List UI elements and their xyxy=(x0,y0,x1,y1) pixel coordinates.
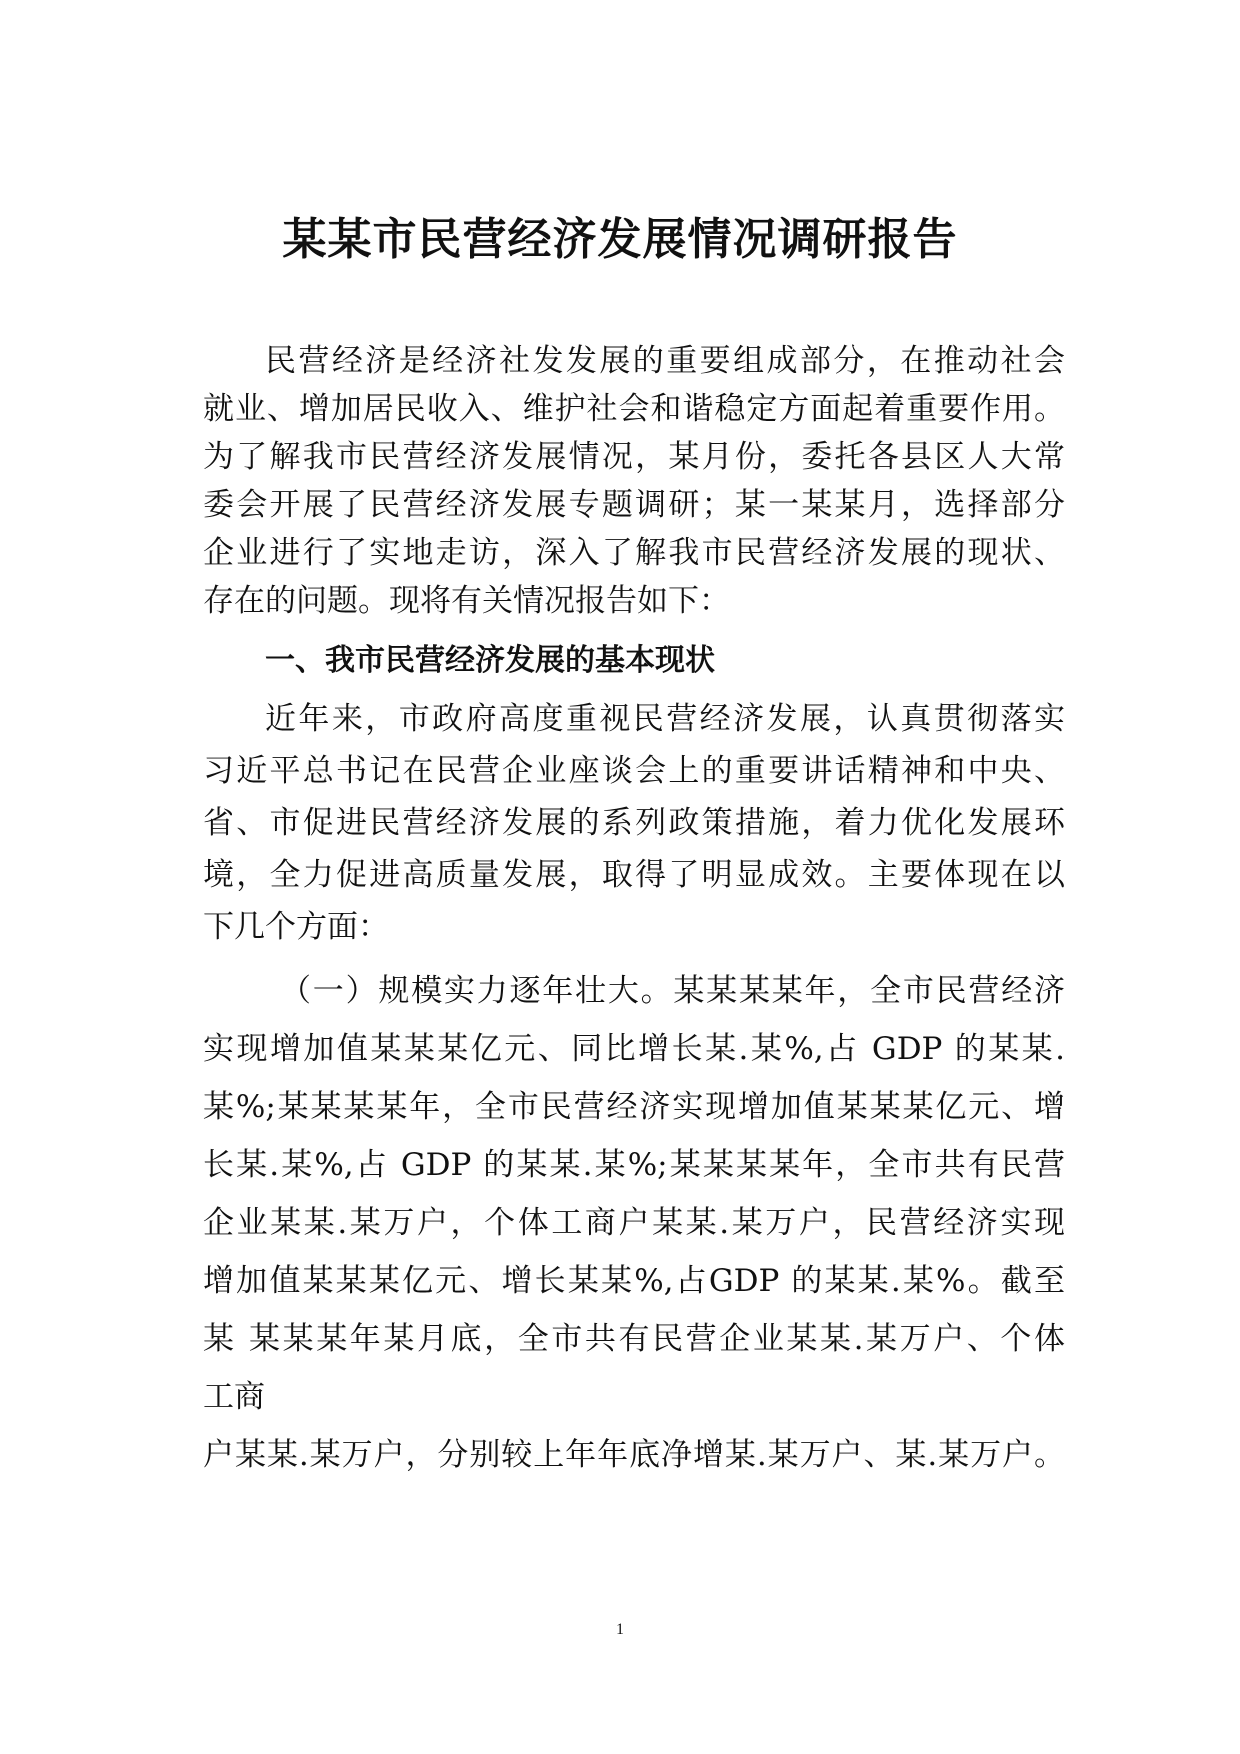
paragraph-line: 近年来，市政府高度重视民营经济发展，认真贯彻落实 xyxy=(265,701,1065,737)
paragraph-line: 户某某.某万户，分别较上年年底净增某.某万户、某.某万户。 xyxy=(203,1437,1065,1473)
page-number: 1 xyxy=(616,1621,624,1638)
paragraph-line: 民营经济是经济社发发展的重要组成部分，在推动社会 xyxy=(265,343,1065,379)
paragraph-line: 为了解我市民营经济发展情况，某月份，委托各县区人大常 xyxy=(203,439,1065,475)
paragraph-line: 习近平总书记在民营企业座谈会上的重要讲话精神和中央、 xyxy=(203,753,1065,789)
paragraph-line: 某 某某某年某月底，全市共有民营企业某某.某万户、个体 xyxy=(203,1321,1065,1357)
paragraph-line: 企业某某.某万户，个体工商户某某.某万户，民营经济实现 xyxy=(203,1205,1065,1241)
paragraph-line: 存在的问题。现将有关情况报告如下： xyxy=(203,583,730,619)
document-title: 某某市民营经济发展情况调研报告 xyxy=(282,214,958,265)
paragraph-line: 工商 xyxy=(203,1379,265,1415)
paragraph-line: 就业、增加居民收入、维护社会和谐稳定方面起着重要作用。 xyxy=(203,391,1065,427)
paragraph-line: 企业进行了实地走访，深入了解我市民营经济发展的现状、 xyxy=(203,535,1065,571)
paragraph-line: （一）规模实力逐年壮大。某某某某年，全市民营经济 xyxy=(280,973,1065,1009)
paragraph-line: 委会开展了民营经济发展专题调研；某一某某月，选择部分 xyxy=(203,487,1065,523)
paragraph-line: 某%;某某某某年，全市民营经济实现增加值某某某亿元、增 xyxy=(203,1089,1065,1125)
paragraph-line: 增加值某某某亿元、增长某某%,占GDP 的某某.某%。截至 xyxy=(203,1263,1065,1299)
section-heading: 一、我市民营经济发展的基本现状 xyxy=(265,643,715,678)
paragraph-line: 下几个方面： xyxy=(203,909,389,945)
paragraph-line: 实现增加值某某某亿元、同比增长某.某%,占 GDP 的某某. xyxy=(203,1031,1065,1067)
paragraph-line: 长某.某%,占 GDP 的某某.某%;某某某某年，全市共有民营 xyxy=(203,1147,1065,1183)
paragraph-line: 境，全力促进高质量发展，取得了明显成效。主要体现在以 xyxy=(203,857,1065,893)
paragraph-line: 省、市促进民营经济发展的系列政策措施，着力优化发展环 xyxy=(203,805,1065,841)
